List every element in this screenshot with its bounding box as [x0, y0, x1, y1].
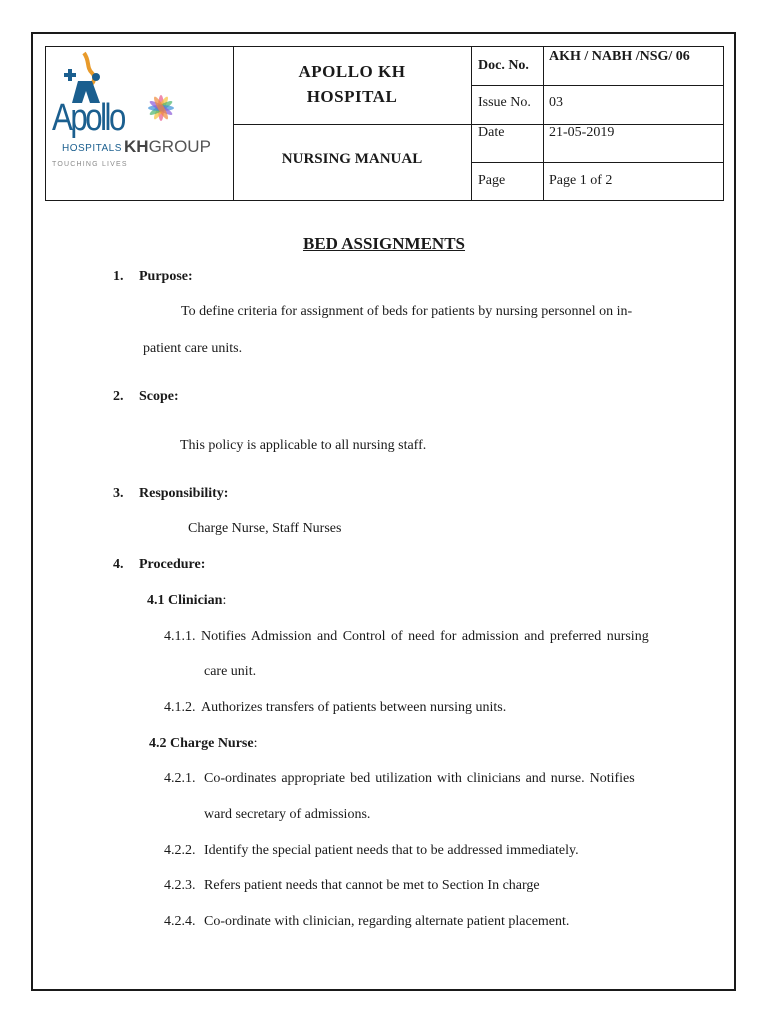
section-number: 2. — [113, 389, 124, 404]
manual-name: NURSING MANUAL — [281, 151, 423, 167]
list-item-text: Refers patient needs that cannot be met to Section In charge — [204, 878, 540, 893]
section-number: 3. — [113, 486, 124, 501]
list-item-number: 4.2.2. — [164, 843, 196, 858]
list-item-text: Co-ordinate with clinician, regarding alternate patient placement. — [204, 914, 570, 929]
scope-heading: Scope: — [139, 389, 179, 404]
list-item-number: 4.1.1. — [164, 629, 196, 644]
issue-no-label: Issue No. — [478, 95, 531, 110]
hospital-name: APOLLO KH HOSPITAL — [298, 62, 406, 106]
responsibility-heading: Responsibility: — [139, 486, 229, 501]
logo-khgroup-text: KHGROUP — [124, 137, 211, 156]
logo-hospitals-text: HOSPITALS — [62, 143, 122, 154]
date-value: 21-05-2019 — [549, 125, 615, 140]
section-number: 4. — [113, 557, 124, 572]
clinician-subheading: 4.1 Clinician: — [147, 593, 227, 608]
scope-text: This policy is applicable to all nursing staff. — [180, 438, 427, 453]
date-label: Date — [478, 125, 505, 140]
purpose-text-line2: patient care units. — [143, 341, 243, 356]
document-header-table — [45, 46, 724, 201]
list-item-text: Authorizes transfers of patients between nursing units. — [201, 700, 507, 715]
section-number: 1. — [113, 269, 124, 284]
page-value: Page 1 of 2 — [549, 173, 613, 188]
list-item-number: 4.2.3. — [164, 878, 196, 893]
document-title: BED ASSIGNMENTS — [302, 234, 466, 253]
logo-tagline: TOUCHING LIVES — [52, 161, 128, 168]
list-item-text-cont: ward secretary of admissions. — [204, 807, 371, 822]
procedure-heading: Procedure: — [139, 557, 206, 572]
doc-no-label: Doc. No. — [478, 58, 529, 73]
responsibility-text: Charge Nurse, Staff Nurses — [188, 521, 342, 536]
issue-no-value: 03 — [549, 95, 563, 110]
apollo-kh-logo — [52, 51, 228, 197]
list-item-number: 4.1.2. — [164, 700, 196, 715]
kh-flower-icon — [144, 91, 178, 125]
list-item-text-cont: care unit. — [204, 664, 257, 679]
list-item-number: 4.2.4. — [164, 914, 196, 929]
list-item-text: Co-ordinates appropriate bed utilization with clinicians and nurse. Notifies — [204, 771, 635, 786]
charge-nurse-subheading: 4.2 Charge Nurse: — [149, 736, 258, 751]
list-item-number: 4.2.1. — [164, 771, 196, 786]
list-item-text: Notifies Admission and Control of need for admission and preferred nursing — [201, 629, 649, 644]
doc-no-value: AKH / NABH /NSG/ 06 — [549, 49, 690, 64]
purpose-heading: Purpose: — [139, 269, 193, 284]
logo-apollo-text: Apollo — [52, 97, 124, 139]
page-label: Page — [478, 173, 506, 188]
list-item-text: Identify the special patient needs that to be addressed immediately. — [204, 843, 579, 858]
purpose-text-line1: To define criteria for assignment of beds for patients by nursing personnel on in- — [181, 304, 633, 319]
